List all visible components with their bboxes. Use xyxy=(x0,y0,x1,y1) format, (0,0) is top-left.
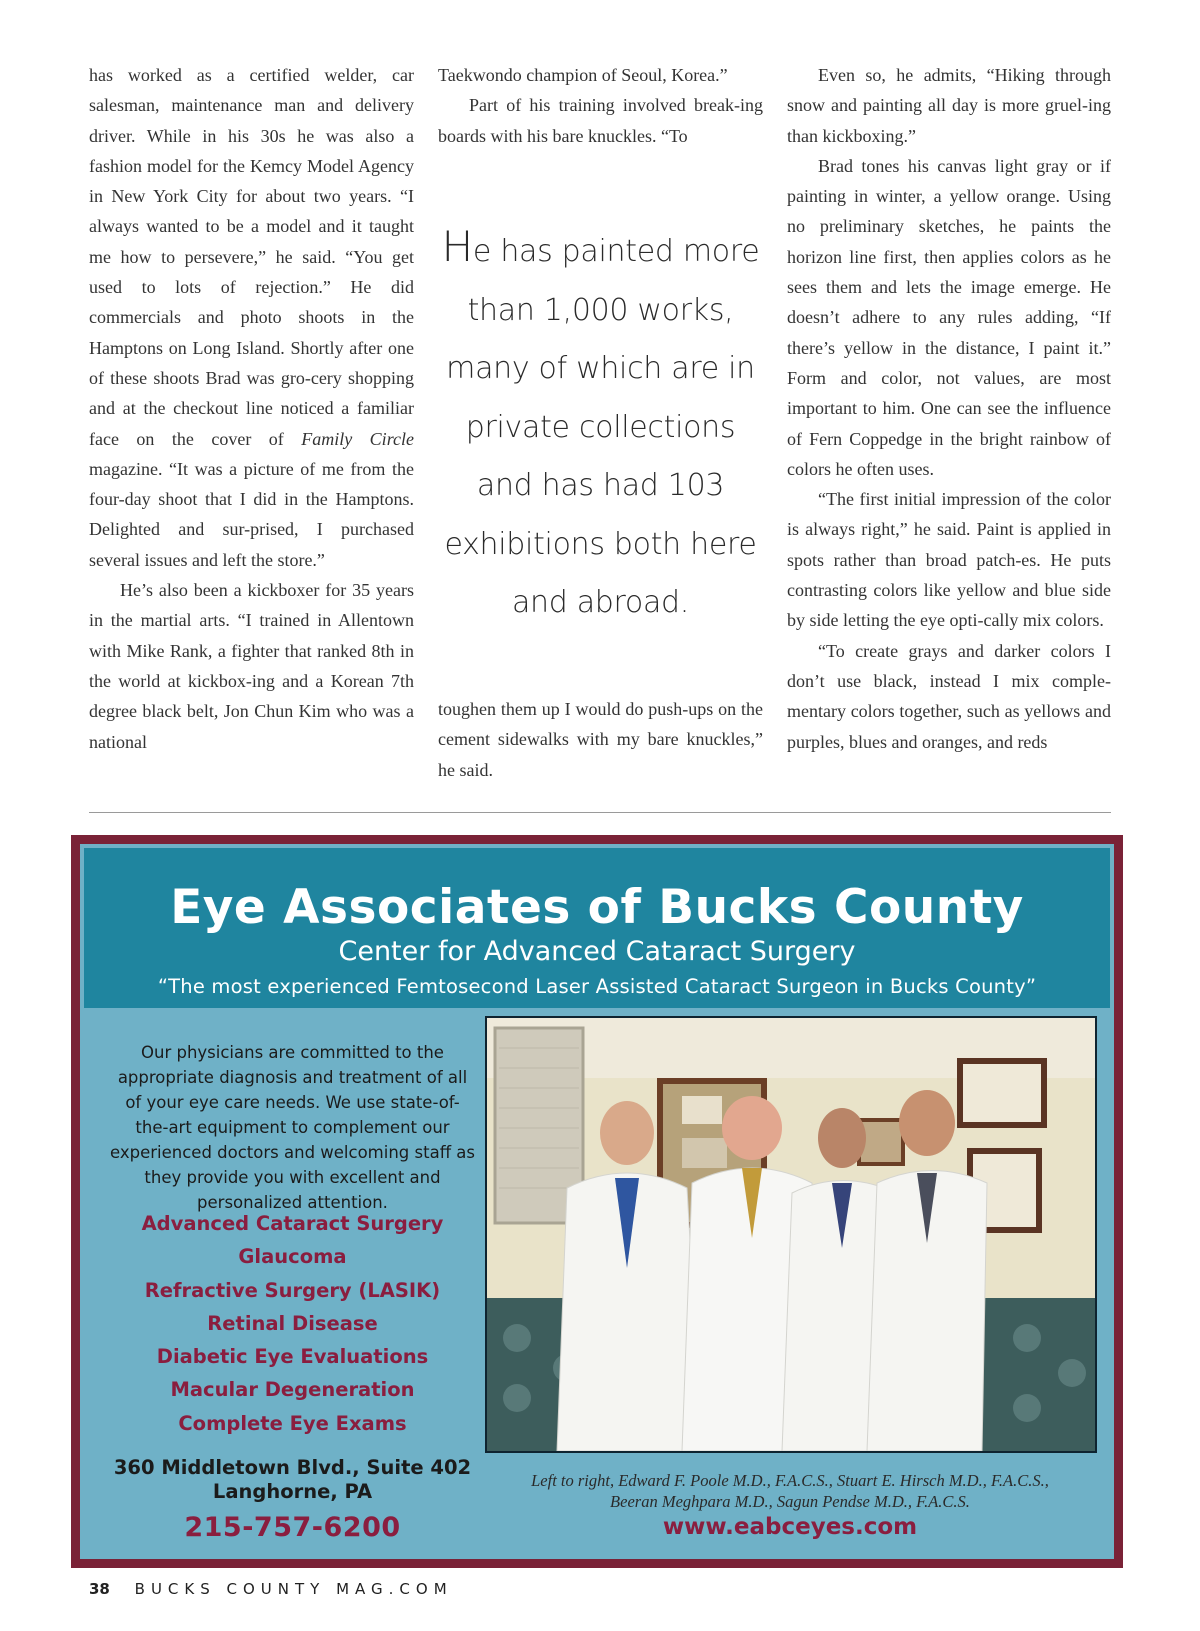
caption-line-1: Left to right, Edward F. Poole M.D., F.A.C.S., Stuart E. Hirsch M.D., F.A.C.S., xyxy=(531,1471,1049,1490)
col3-para-3: “The first initial impression of the color is always right,” he said. Paint is applied in spots rather than broad patch-es. He puts contrasting colors like yellow and blue side by side letting the eye opti-cally mix colors. xyxy=(787,489,1111,631)
page-number: 38 xyxy=(89,1580,110,1598)
address-line-1: 360 Middletown Blvd., Suite 402 xyxy=(113,1456,472,1479)
ad-title: Eye Associates of Bucks County xyxy=(170,880,1024,935)
col3-para-1: Even so, he admits, “Hiking through snow and painting all day is more gruel-ing than kickboxing.” xyxy=(787,65,1111,146)
service-item: Refractive Surgery (LASIK) xyxy=(144,1278,441,1302)
services-list xyxy=(110,1207,475,1440)
magazine-title: Family Circle xyxy=(301,428,415,449)
col1-para-1b: magazine. “It was a picture of me from the four-day shoot that I did in the Hamptons. Delighted and sur-prised, I purchased several issues and left the store.” xyxy=(89,458,414,570)
ad-header xyxy=(84,848,1110,1008)
col3-para-2: Brad tones his canvas light gray or if painting in winter, a yellow orange. Using no preliminary sketches, he paints the horizon line first, then applies colors as he sees them and lets the image emerge. He doesn’t adhere to any rules adding, “If there’s yellow in the distance, I paint it.” Form and color, not values, are most important to him. One can see the influence of Fern Coppedge in the bright rainbow of colors he often uses. xyxy=(787,155,1111,479)
ad-panel xyxy=(80,844,1114,1559)
phone-number[interactable]: 215-757-6200 xyxy=(184,1512,401,1543)
service-item: Complete Eye Exams xyxy=(178,1411,407,1435)
photo-caption xyxy=(490,1470,1090,1512)
website-link[interactable]: www.eabceyes.com xyxy=(662,1514,918,1540)
pull-quote-text: e has painted more than 1,000 works, many of which are in private collections and has had 103 exhibitions both here and abroad. xyxy=(444,234,760,620)
service-item: Diabetic Eye Evaluations xyxy=(156,1345,429,1369)
pull-quote xyxy=(438,218,763,633)
col3-para-4: “To create grays and darker colors I don’t use black, instead I mix comple-mentary colors together, such as yellows and purples, blues and oranges, and reds xyxy=(787,640,1111,752)
ad-tagline: “The most experienced Femtosecond Laser Assisted Cataract Surgeon in Bucks County” xyxy=(157,975,1037,998)
article-column-1 xyxy=(89,60,414,757)
col1-para-1a: has worked as a certified welder, car salesman, maintenance man and delivery driver. While in his 30s he was also a fashion model for the Kemcy Model Agency in New York City for about two years. “I always wanted to be a model and it taught me how to persevere,” he said. “You get used to lots of rejection.” He did commercials and photo shoots in the Hamptons on Long Island. Shortly after one of these shoots Brad was gro-cery shopping and at the checkout line noticed a familiar face on the cover of xyxy=(89,65,414,449)
magazine-name: BUCKS COUNTY MAG.COM xyxy=(134,1580,453,1598)
section-divider xyxy=(89,812,1111,813)
service-item: Glaucoma xyxy=(238,1245,347,1269)
article-column-2-bottom xyxy=(438,694,763,785)
col2-para-2: Part of his training involved break-ing boards with his bare knuckles. “To xyxy=(438,95,763,146)
doctors-photo-illustration xyxy=(487,1018,1095,1451)
ad-description: Our physicians are committed to the appropriate diagnosis and treatment of all of your eye care needs. We use state-of-the-art equipment to complement our experienced doctors and welcoming staff as they provide you with excellent and personalized attention. xyxy=(110,1043,476,1212)
ad-address xyxy=(110,1456,475,1504)
service-item: Retinal Disease xyxy=(207,1311,378,1335)
article-column-2-top xyxy=(438,60,763,151)
article-column-3 xyxy=(787,60,1111,757)
col1-para-2: He’s also been a kickboxer for 35 years in the martial arts. “I trained in Allentown with Mike Rank, a fighter that ranked 8th in the world at kickbox-ing and a Korean 7th degree black belt, Jon Chun Kim who was a national xyxy=(89,580,414,752)
page-footer xyxy=(89,1580,453,1598)
service-item: Advanced Cataract Surgery xyxy=(141,1212,444,1235)
col2-para-3: toughen them up I would do push-ups on the cement sidewalks with my bare knuckles,” he said. xyxy=(438,699,763,780)
advertisement xyxy=(71,835,1123,1568)
address-line-2: Langhorne, PA xyxy=(212,1480,373,1503)
caption-line-2: Beeran Meghpara M.D., Sagun Pendse M.D., F.A.C.S. xyxy=(610,1492,970,1511)
pull-quote-initial: H xyxy=(441,222,473,271)
ad-subtitle: Center for Advanced Cataract Surgery xyxy=(338,936,856,967)
service-item: Macular Degeneration xyxy=(170,1378,415,1402)
doctors-photo xyxy=(485,1016,1097,1453)
col2-para-1: Taekwondo champion of Seoul, Korea.” xyxy=(438,65,728,85)
